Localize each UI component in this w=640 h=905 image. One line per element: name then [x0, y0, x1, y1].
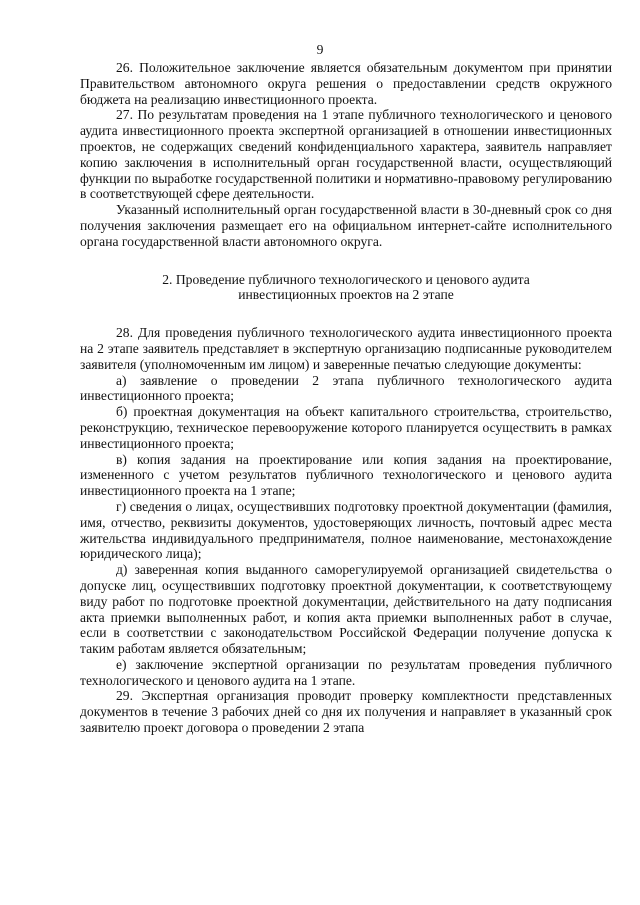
document-body: [80, 60, 612, 736]
section-heading-line-2: инвестиционных проектов на 2 этапе: [238, 287, 454, 303]
paragraph-27: 27. По результатам проведения на 1 этапе публичного технологического и ценового аудита инвестиционного проекта экспертной организацией в отношении инвестиционных проектов, не содержащих сведений конфиденциального характера, заявитель направляет копию заключения в исполнительный орган государственной власти, осуществляющий функции по выработке государственной политики и нормативно-правовому регулированию в соответствующей сфере деятельности.: [80, 107, 612, 202]
paragraph-27-continuation: Указанный исполнительный орган государственной власти в 30-дневный срок со дня получения заключения размещает его на официальном интернет-сайте исполнительного органа государственной власти автономного округа.: [80, 202, 612, 249]
paragraph-28-b: б) проектная документация на объект капитального строительства, строительство, реконструкцию, техническое перевооружение которого планируется осуществить в рамках инвестиционного проекта;: [80, 404, 612, 451]
paragraph-29: 29. Экспертная организация проводит проверку комплектности представленных документов в течение 3 рабочих дней со дня их получения и направляет в указанный срок заявителю проект договора о проведении 2 этапа: [80, 688, 612, 736]
paragraph-28-a: а) заявление о проведении 2 этапа публичного технологического аудита инвестиционного проекта;: [80, 372, 612, 404]
paragraph-28: 28. Для проведения публичного технологического аудита инвестиционного проекта на 2 этапе заявитель представляет в экспертную организацию подписанные руководителем заявителя (уполномоченным им лицом) и заверенные печатью следующие документы:: [80, 325, 612, 372]
paragraph-28-c: в) копия задания на проектирование или копия задания на проектирование, измененного с учетом результатов публичного технологического и ценового аудита инвестиционного проекта на 1 этапе;: [80, 451, 612, 499]
page-number: 9: [316, 42, 324, 57]
paragraph-28-d: г) сведения о лицах, осуществивших подготовку проектной документации (фамилия, имя, отчество, реквизиты документов, удостоверяющих личность, почтовый адрес места жительства индивидуального предпринимателя, полное наименование, местонахождение юридического лица);: [80, 498, 612, 562]
section-heading-line-1: 2. Проведение публичного технологического и ценового аудита: [162, 271, 530, 287]
paragraph-28-e: д) заверенная копия выданного саморегулируемой организацией свидетельства о допуске лиц, осуществивших подготовку проектной документации, к соответствующему виду работ по подготовке проектной документации, действительного на дату подписания акта приемки выполненных работ, и копия акта приемки выполненных работ в случае, если в соответствии с законодательством Российской Федерации получение допуска к таким работам является обязательным;: [80, 562, 612, 657]
paragraph-26: 26. Положительное заключение является обязательным документом при принятии Правительством автономного округа решения о предоставлении средств окружного бюджета на реализацию инвестиционного проекта.: [80, 60, 612, 107]
paragraph-28-f: е) заключение экспертной организации по результатам проведения публичного технологического и ценового аудита на 1 этапе.: [80, 656, 612, 688]
